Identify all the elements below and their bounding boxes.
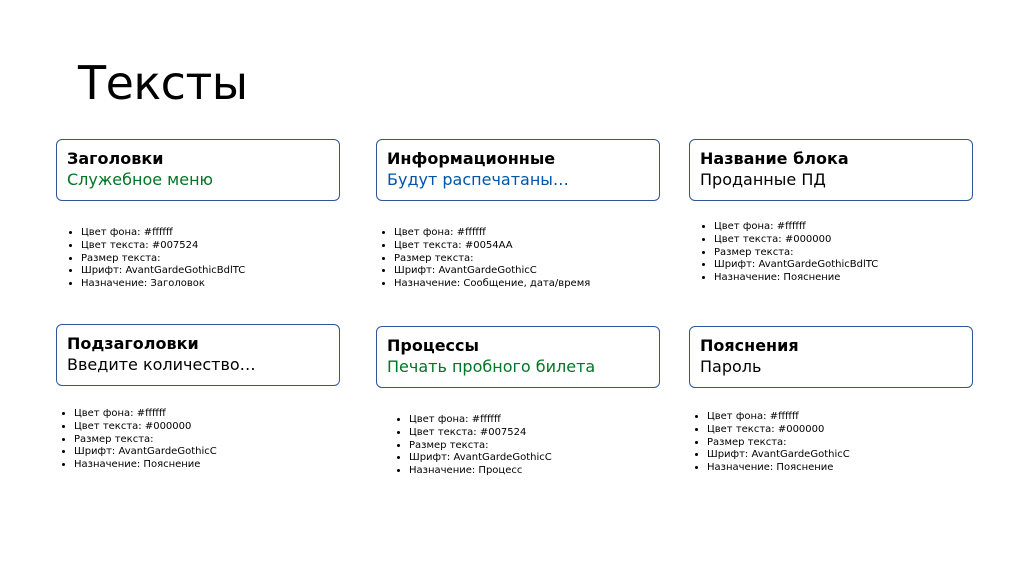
props-list-headings [65, 227, 245, 291]
card-title: Заголовки [67, 149, 164, 168]
list-item: • Цвет текста: #000000 [707, 424, 850, 437]
list-item: • Цвет фона: #ffffff [714, 221, 878, 234]
list-item: • Цвет текста: #000000 [714, 234, 878, 247]
card-title: Информационные [387, 149, 556, 168]
card-sample-text: Введите количество… [67, 355, 256, 374]
list-item: • Размер текста: [81, 253, 245, 266]
list-item: • Размер текста: [74, 434, 217, 447]
list-item: • Назначение: Пояснение [714, 272, 878, 285]
list-item: • Цвет фона: #ffffff [409, 414, 552, 427]
props-list-explanations [691, 411, 850, 475]
list-item: • Размер текста: [409, 440, 552, 453]
card-sample-text: Будут распечатаны… [387, 170, 569, 189]
list-item: • Шрифт: AvantGardeGothicC [707, 449, 850, 462]
props-list-subheadings [58, 408, 217, 472]
props-list-block-name [698, 221, 878, 285]
list-item: • Цвет фона: #ffffff [394, 227, 590, 240]
card-sample-text: Проданные ПД [700, 170, 826, 189]
card-informational [376, 139, 660, 201]
list-item: • Цвет текста: #007524 [81, 240, 245, 253]
list-item: • Размер текста: [707, 437, 850, 450]
list-item: • Размер текста: [714, 247, 878, 260]
card-title: Подзаголовки [67, 334, 199, 353]
card-title: Название блока [700, 149, 849, 168]
list-item: • Цвет фона: #ffffff [74, 408, 217, 421]
card-block-name [689, 139, 973, 201]
list-item: • Назначение: Сообщение, дата/время [394, 278, 590, 291]
list-item: • Цвет фона: #ffffff [81, 227, 245, 240]
card-title: Процессы [387, 336, 479, 355]
list-item: • Назначение: Пояснение [707, 462, 850, 475]
card-sample-text: Пароль [700, 357, 762, 376]
card-explanations [689, 326, 973, 388]
card-processes [376, 326, 660, 388]
list-item: • Шрифт: AvantGardeGothicC [74, 446, 217, 459]
card-sample-text: Печать пробного билета [387, 357, 596, 376]
card-headings [56, 139, 340, 201]
list-item: • Цвет текста: #0054AA [394, 240, 590, 253]
list-item: • Назначение: Заголовок [81, 278, 245, 291]
list-item: • Назначение: Пояснение [74, 459, 217, 472]
list-item: • Цвет текста: #000000 [74, 421, 217, 434]
list-item: • Шрифт: AvantGardeGothicC [409, 452, 552, 465]
list-item: • Шрифт: AvantGardeGothicBdlTC [714, 259, 878, 272]
slide-title: Тексты [78, 56, 248, 110]
list-item: • Шрифт: AvantGardeGothicC [394, 265, 590, 278]
list-item: • Цвет текста: #007524 [409, 427, 552, 440]
list-item: • Цвет фона: #ffffff [707, 411, 850, 424]
card-title: Пояснения [700, 336, 799, 355]
list-item: • Шрифт: AvantGardeGothicBdlTC [81, 265, 245, 278]
card-sample-text: Служебное меню [67, 170, 214, 189]
list-item: • Назначение: Процесс [409, 465, 552, 478]
props-list-processes [393, 414, 552, 478]
props-list-informational [378, 227, 590, 291]
card-subheadings [56, 324, 340, 386]
list-item: • Размер текста: [394, 253, 590, 266]
